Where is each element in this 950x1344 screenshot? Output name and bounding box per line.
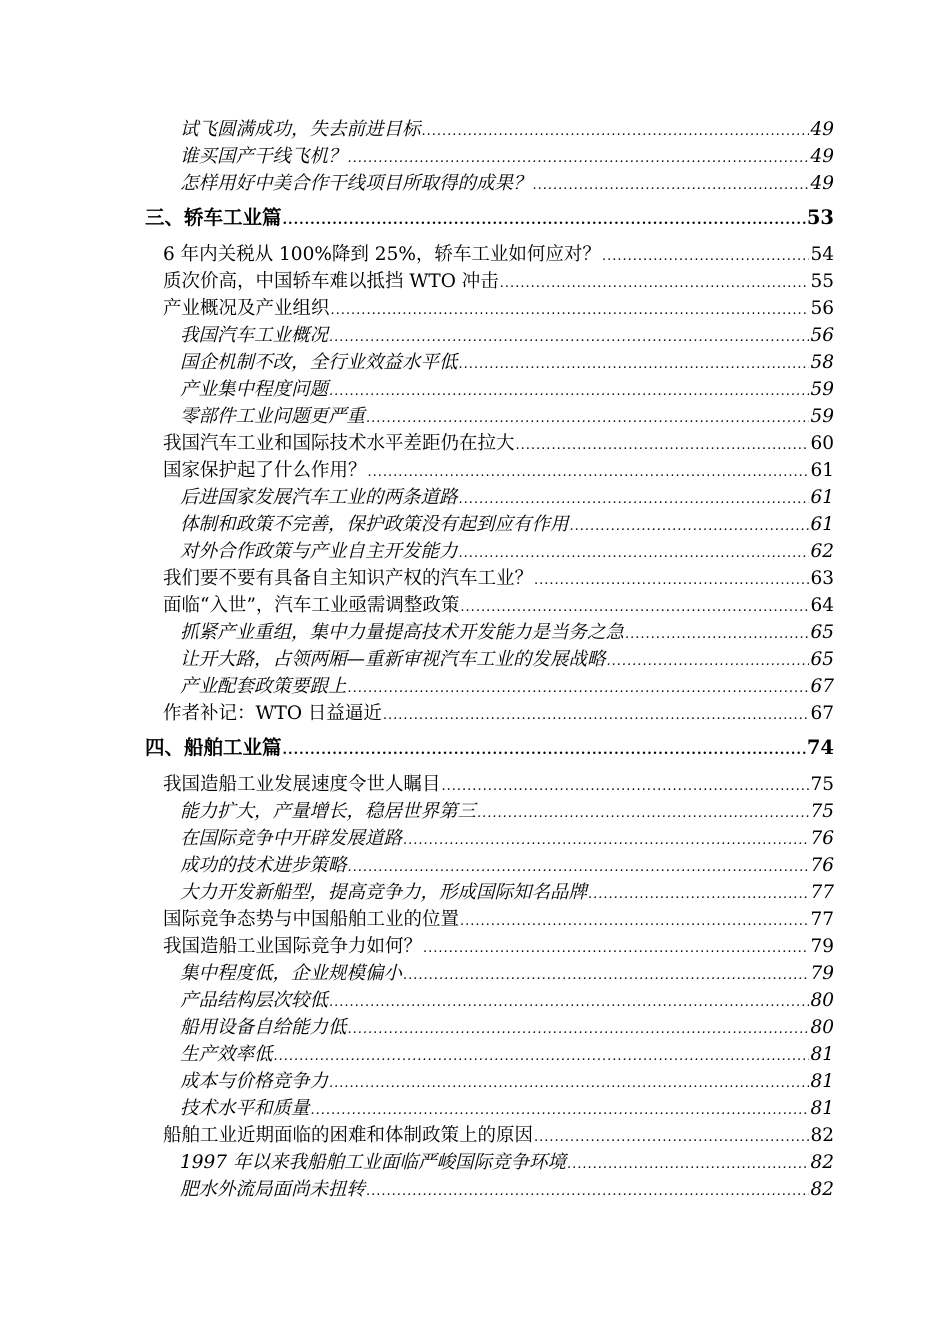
toc-entry-page-number: 82 xyxy=(810,1125,834,1146)
toc-section-entry[interactable] xyxy=(163,1122,834,1149)
toc-entry-page-number: 56 xyxy=(810,325,834,346)
dot-leader xyxy=(403,962,809,989)
dot-leader xyxy=(625,621,809,648)
dot-leader xyxy=(348,145,810,172)
toc-entry-title: 我国造船工业国际竞争力如何？ xyxy=(163,936,423,957)
toc-entry-page-number: 80 xyxy=(810,1017,834,1038)
toc-entry-title: 质次价高，中国轿车难以抵挡 WTO 冲击 xyxy=(163,271,499,292)
toc-subsection-entry[interactable] xyxy=(180,987,834,1014)
dot-leader xyxy=(403,827,809,854)
toc-entry-page-number: 54 xyxy=(810,244,834,265)
toc-entry-page-number: 55 xyxy=(810,271,834,292)
toc-entry-title: 船用设备自给能力低 xyxy=(180,1017,347,1038)
toc-subsection-entry[interactable] xyxy=(180,1149,834,1176)
dot-leader xyxy=(516,432,810,459)
toc-subsection-entry[interactable] xyxy=(180,349,834,376)
toc-section-entry[interactable] xyxy=(163,268,834,295)
toc-entry-title: 船舶工业近期面临的困难和体制政策上的原因 xyxy=(163,1125,534,1146)
toc-entry-title: 谁买国产干线飞机？ xyxy=(180,146,347,167)
dot-leader xyxy=(460,594,809,621)
dot-leader xyxy=(423,935,809,962)
toc-section-entry[interactable] xyxy=(163,430,834,457)
toc-entry-title: 产业配套政策要跟上 xyxy=(180,676,347,697)
toc-section-entry[interactable] xyxy=(163,906,834,933)
toc-entry-page-number: 81 xyxy=(810,1071,834,1092)
toc-entry-title: 在国际竞争中开辟发展道路 xyxy=(180,828,403,849)
toc-entry-title: 我国汽车工业和国际技术水平差距仍在拉大 xyxy=(163,433,515,454)
toc-entry-title: 我国造船工业发展速度令世人瞩目 xyxy=(163,774,441,795)
toc-entry-page-number: 76 xyxy=(810,855,834,876)
toc-entry-title: 三、轿车工业篇 xyxy=(145,206,282,229)
dot-leader xyxy=(348,854,810,881)
dot-leader xyxy=(442,773,810,800)
toc-entry-title: 试飞圆满成功，失去前进目标 xyxy=(180,119,421,140)
toc-subsection-entry[interactable] xyxy=(180,960,834,987)
toc-entry-title: 能力扩大，产量增长，稳居世界第三 xyxy=(180,801,477,822)
dot-leader xyxy=(274,1043,810,1070)
dot-leader xyxy=(459,351,810,378)
dot-leader xyxy=(567,1151,809,1178)
toc-entry-title: 怎样用好中美合作干线项目所取得的成果？ xyxy=(180,173,532,194)
toc-subsection-entry[interactable] xyxy=(180,1068,834,1095)
dot-leader xyxy=(383,702,810,729)
toc-entry-page-number: 74 xyxy=(806,736,834,759)
toc-entry-title: 产业集中程度问题 xyxy=(180,379,329,400)
dot-leader xyxy=(422,118,810,145)
dot-leader xyxy=(283,204,806,238)
toc-subsection-entry[interactable] xyxy=(180,825,834,852)
toc-subsection-entry[interactable] xyxy=(180,170,834,197)
toc-entry-page-number: 58 xyxy=(810,352,834,373)
dot-leader xyxy=(368,459,810,486)
dot-leader xyxy=(534,1124,809,1151)
toc-entry-page-number: 77 xyxy=(810,909,834,930)
toc-entry-page-number: 80 xyxy=(810,990,834,1011)
toc-entry-page-number: 53 xyxy=(806,206,834,229)
dot-leader xyxy=(588,881,809,908)
dot-leader xyxy=(534,567,809,594)
dot-leader xyxy=(329,378,809,405)
toc-entry-page-number: 56 xyxy=(810,298,834,319)
toc-entry-page-number: 49 xyxy=(810,119,834,140)
toc-entry-title: 集中程度低，企业规模偏小 xyxy=(180,963,403,984)
toc-section-entry[interactable] xyxy=(163,295,834,322)
table-of-contents xyxy=(0,116,950,1203)
toc-section-entry[interactable] xyxy=(163,592,834,619)
toc-entry-title: 国际竞争态势与中国船舶工业的位置 xyxy=(163,909,460,930)
toc-entry-page-number: 76 xyxy=(810,828,834,849)
toc-section-entry[interactable] xyxy=(163,933,834,960)
toc-entry-title: 国企机制不改，全行业效益水平低 xyxy=(180,352,458,373)
dot-leader xyxy=(329,1070,809,1097)
toc-section-entry[interactable] xyxy=(163,771,834,798)
toc-subsection-entry[interactable] xyxy=(180,852,834,879)
toc-subsection-entry[interactable] xyxy=(180,646,834,673)
toc-subsection-entry[interactable] xyxy=(180,116,834,143)
toc-entry-page-number: 82 xyxy=(810,1152,834,1173)
toc-subsection-entry[interactable] xyxy=(180,673,834,700)
toc-subsection-entry[interactable] xyxy=(180,1014,834,1041)
toc-subsection-entry[interactable] xyxy=(180,798,834,825)
toc-entry-page-number: 82 xyxy=(810,1179,834,1200)
toc-entry-title: 让开大路，占领两厢—重新审视汽车工业的发展战略 xyxy=(180,649,606,670)
toc-entry-title: 成功的技术进步策略 xyxy=(180,855,347,876)
dot-leader xyxy=(459,486,810,513)
dot-leader xyxy=(329,989,809,1016)
toc-entry-page-number: 79 xyxy=(810,963,834,984)
toc-entry-title: 肥水外流局面尚未扭转 xyxy=(180,1179,366,1200)
toc-entry-title: 作者补记：WTO 日益逼近 xyxy=(163,703,382,724)
toc-entry-title: 我们要不要有具备自主知识产权的汽车工业？ xyxy=(163,568,534,589)
toc-entry-title: 我国汽车工业概况 xyxy=(180,325,329,346)
toc-entry-page-number: 75 xyxy=(810,801,834,822)
toc-entry-page-number: 59 xyxy=(810,379,834,400)
toc-chapter-entry[interactable] xyxy=(145,201,834,235)
toc-entry-page-number: 65 xyxy=(810,649,834,670)
toc-entry-title: 6 年内关税从 100%降到 25%，轿车工业如何应对？ xyxy=(163,244,601,265)
toc-entry-title: 1997 年以来我船舶工业面临严峻国际竞争环境 xyxy=(180,1152,566,1173)
toc-entry-title: 体制和政策不完善，保护政策没有起到应有作用 xyxy=(180,514,569,535)
toc-entry-page-number: 65 xyxy=(810,622,834,643)
toc-entry-title: 面临“入世”，汽车工业亟需调整政策 xyxy=(163,595,460,616)
toc-section-entry[interactable] xyxy=(163,700,834,727)
toc-entry-title: 国家保护起了什么作用？ xyxy=(163,460,367,481)
toc-entry-title: 大力开发新船型，提高竞争力，形成国际知名品牌 xyxy=(180,882,588,903)
toc-subsection-entry[interactable] xyxy=(180,322,834,349)
toc-entry-page-number: 81 xyxy=(810,1098,834,1119)
toc-subsection-entry[interactable] xyxy=(180,484,834,511)
dot-leader xyxy=(500,270,810,297)
toc-entry-title: 抓紧产业重组，集中力量提高技术开发能力是当务之急 xyxy=(180,622,625,643)
dot-leader xyxy=(331,297,810,324)
dot-leader xyxy=(366,1178,809,1205)
dot-leader xyxy=(477,800,809,827)
toc-entry-page-number: 61 xyxy=(810,514,834,535)
toc-entry-page-number: 67 xyxy=(810,703,834,724)
dot-leader xyxy=(348,675,810,702)
toc-entry-page-number: 79 xyxy=(810,936,834,957)
toc-entry-title: 成本与价格竞争力 xyxy=(180,1071,329,1092)
toc-section-entry[interactable] xyxy=(163,241,834,268)
dot-leader xyxy=(602,243,810,270)
toc-subsection-entry[interactable] xyxy=(180,619,834,646)
dot-leader xyxy=(348,1016,810,1043)
toc-section-entry[interactable] xyxy=(163,565,834,592)
dot-leader xyxy=(283,734,806,768)
toc-subsection-entry[interactable] xyxy=(180,376,834,403)
toc-entry-page-number: 49 xyxy=(810,146,834,167)
toc-entry-page-number: 62 xyxy=(810,541,834,562)
dot-leader xyxy=(533,172,810,199)
toc-entry-title: 技术水平和质量 xyxy=(180,1098,310,1119)
toc-chapter-entry[interactable] xyxy=(145,731,834,765)
toc-entry-title: 四、船舶工业篇 xyxy=(145,736,282,759)
dot-leader xyxy=(366,405,809,432)
toc-subsection-entry[interactable] xyxy=(180,1095,834,1122)
toc-subsection-entry[interactable] xyxy=(180,879,834,906)
toc-entry-page-number: 49 xyxy=(810,173,834,194)
toc-entry-page-number: 75 xyxy=(810,774,834,795)
toc-entry-title: 对外合作政策与产业自主开发能力 xyxy=(180,541,458,562)
toc-subsection-entry[interactable] xyxy=(180,1041,834,1068)
dot-leader xyxy=(460,908,809,935)
toc-entry-page-number: 59 xyxy=(810,406,834,427)
toc-subsection-entry[interactable] xyxy=(180,143,834,170)
toc-entry-page-number: 67 xyxy=(810,676,834,697)
dot-leader xyxy=(329,324,809,351)
toc-subsection-entry[interactable] xyxy=(180,511,834,538)
toc-entry-page-number: 61 xyxy=(810,487,834,508)
dot-leader xyxy=(459,540,810,567)
toc-entry-page-number: 63 xyxy=(810,568,834,589)
toc-entry-title: 生产效率低 xyxy=(180,1044,273,1065)
toc-entry-title: 零部件工业问题更严重 xyxy=(180,406,366,427)
toc-entry-page-number: 60 xyxy=(810,433,834,454)
toc-entry-page-number: 61 xyxy=(810,460,834,481)
dot-leader xyxy=(570,513,810,540)
toc-entry-page-number: 77 xyxy=(810,882,834,903)
toc-entry-title: 后进国家发展汽车工业的两条道路 xyxy=(180,487,458,508)
toc-entry-title: 产业概况及产业组织 xyxy=(163,298,330,319)
toc-entry-title: 产品结构层次较低 xyxy=(180,990,329,1011)
toc-section-entry[interactable] xyxy=(163,457,834,484)
dot-leader xyxy=(311,1097,810,1124)
dot-leader xyxy=(607,648,810,675)
toc-entry-page-number: 64 xyxy=(810,595,834,616)
toc-entry-page-number: 81 xyxy=(810,1044,834,1065)
toc-subsection-entry[interactable] xyxy=(180,538,834,565)
toc-subsection-entry[interactable] xyxy=(180,403,834,430)
toc-subsection-entry[interactable] xyxy=(180,1176,834,1203)
